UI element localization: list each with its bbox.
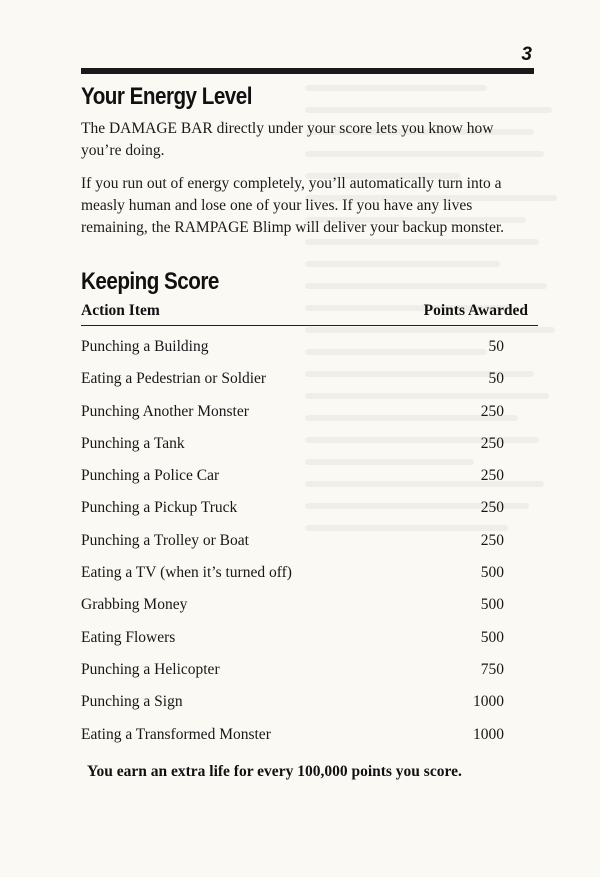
table-row (81, 691, 504, 723)
row-points: 1000 (473, 693, 504, 711)
row-points: 500 (480, 628, 504, 646)
row-action: Eating Flowers (81, 628, 176, 646)
energy-paragraph-2: If you run out of energy completely, you’ll automatically turn into a measly human and lose one of your lives. If you have any lives remaining, the RAMPAGE Blimp will deliver your backup monster. (81, 175, 505, 236)
row-action: Punching a Tank (81, 434, 185, 452)
row-action: Punching a Building (81, 338, 209, 355)
score-table (81, 336, 504, 756)
header-rule (81, 68, 534, 74)
table-row (81, 336, 504, 368)
table-row (81, 401, 504, 433)
row-action: Punching a Pickup Truck (81, 499, 238, 517)
column-header-action: Action Item (81, 302, 160, 319)
row-action: Punching Another Monster (81, 402, 249, 420)
row-action: Eating a Pedestrian or Soldier (81, 370, 267, 388)
page-number: 3 (521, 44, 532, 65)
table-row (81, 724, 504, 756)
table-row (81, 562, 504, 594)
row-action: Grabbing Money (81, 596, 188, 614)
row-points: 50 (488, 370, 504, 388)
extra-life-note: You earn an extra life for every 100,000 points you score. (87, 763, 462, 780)
row-points: 250 (480, 499, 504, 517)
energy-heading: Your Energy Level (81, 83, 252, 110)
row-points: 500 (480, 596, 504, 614)
row-points: 250 (480, 434, 504, 452)
row-points: 50 (488, 338, 504, 355)
row-points: 500 (480, 564, 504, 582)
column-header-points: Points Awarded (423, 302, 528, 319)
row-action: Punching a Sign (81, 693, 183, 711)
row-points: 250 (480, 531, 504, 549)
table-row (81, 627, 504, 659)
table-row (81, 465, 504, 497)
table-row (81, 530, 504, 562)
table-header-rule (81, 325, 538, 326)
score-heading: Keeping Score (81, 268, 219, 295)
row-action: Eating a TV (when it’s turned off) (81, 564, 292, 582)
row-action: Punching a Trolley or Boat (81, 531, 249, 549)
energy-paragraph-1: The DAMAGE BAR directly under your score lets you know how you’re doing. (81, 120, 494, 159)
table-row (81, 594, 504, 626)
table-row (81, 368, 504, 400)
row-points: 250 (480, 467, 504, 485)
row-points: 250 (480, 402, 504, 420)
row-action: Punching a Helicopter (81, 660, 220, 678)
table-row (81, 497, 504, 529)
row-action: Punching a Police Car (81, 467, 220, 485)
table-row (81, 659, 504, 691)
table-row (81, 433, 504, 465)
row-points: 750 (480, 660, 504, 678)
row-points: 1000 (473, 725, 504, 743)
row-action: Eating a Transformed Monster (81, 725, 271, 743)
